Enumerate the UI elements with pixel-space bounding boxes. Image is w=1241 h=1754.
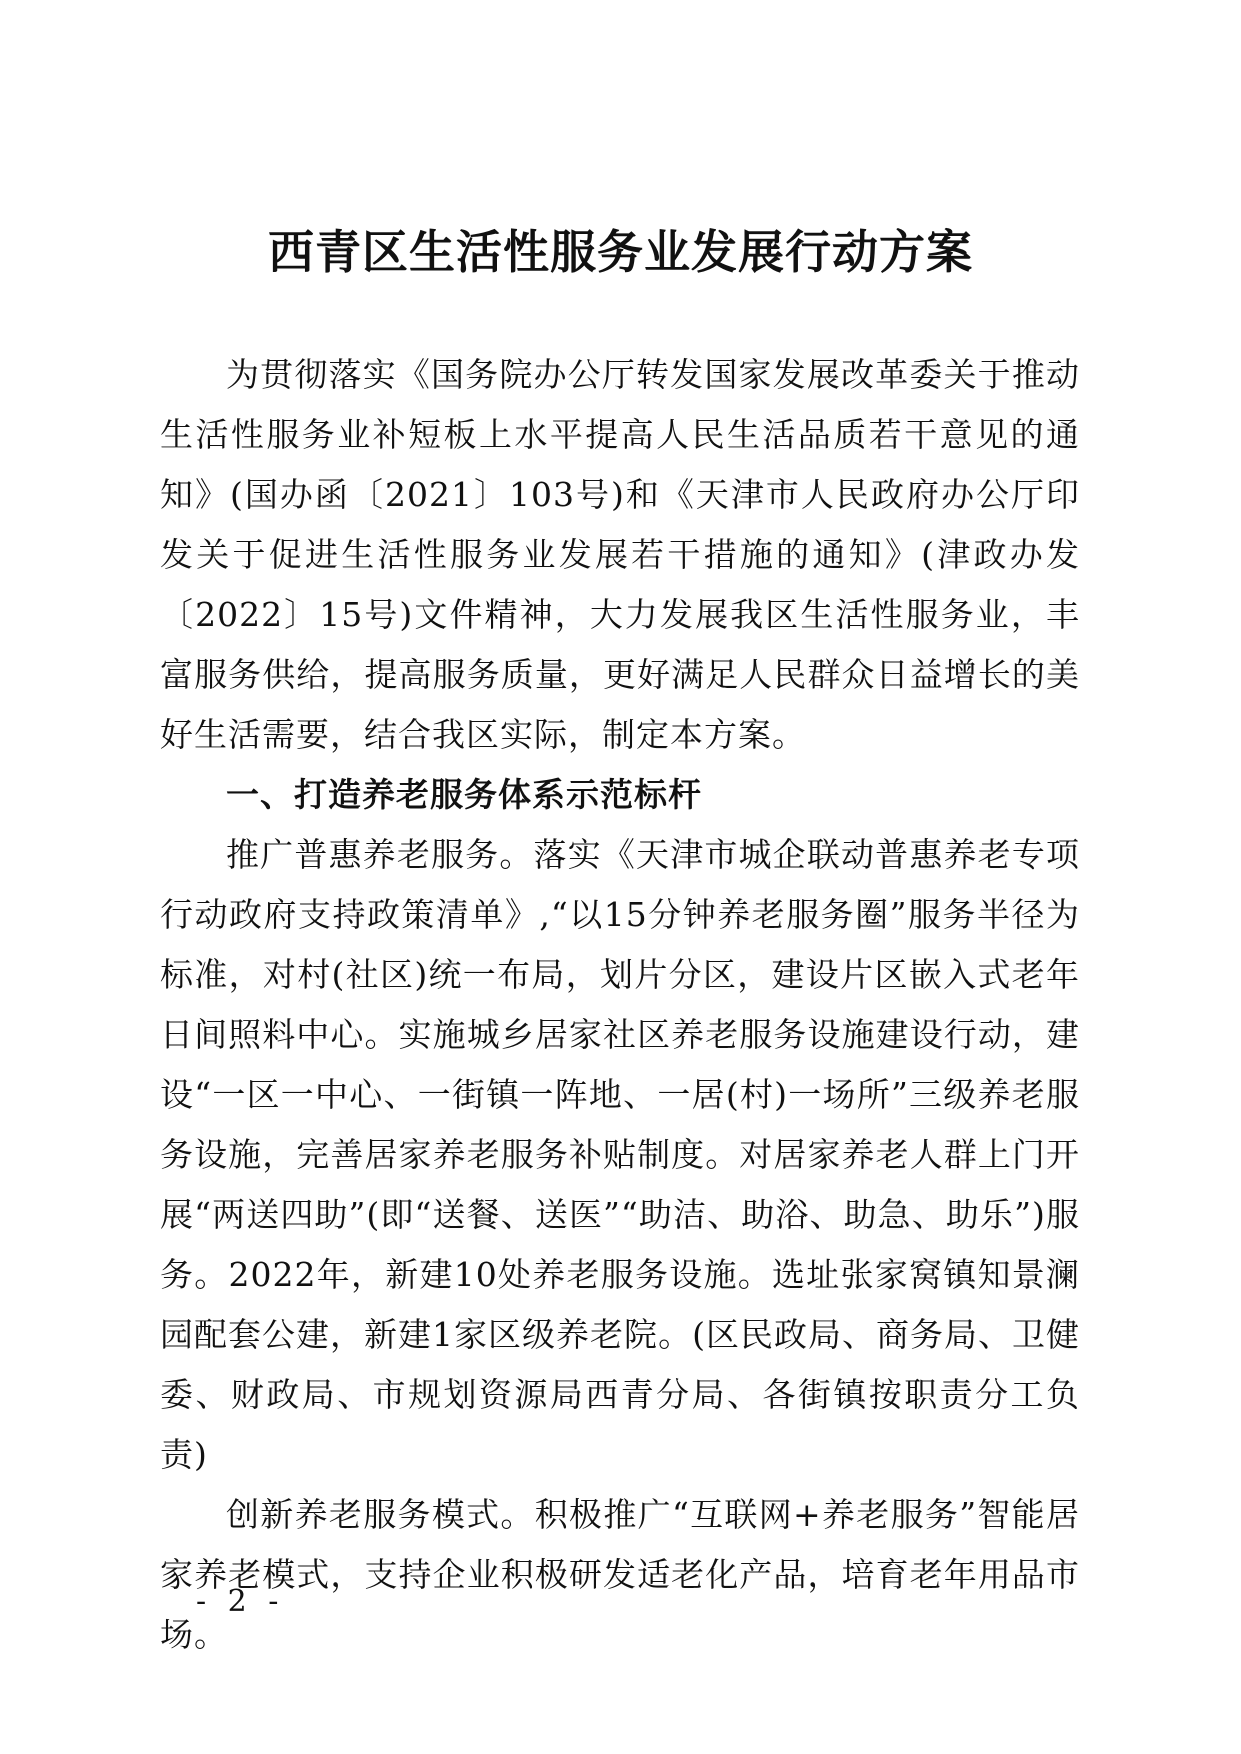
intro-paragraph: 为贯彻落实《国务院办公厅转发国家发展改革委关于推动生活性服务业补短板上水平提高人民生活品质若干意见的通知》(国办函〔2021〕103号)和《天津市人民政府办公厅印发关于促进生活性服务业发展若干措施的通知》(津政办发〔2022〕15号)文件精神，大力发展我区生活性服务业，丰富服务供给，提高服务质量，更好满足人民群众日益增长的美好生活需要，结合我区实际，制定本方案。 [160,355,1080,754]
section-1-paragraph-1: 推广普惠养老服务。落实《天津市城企联动普惠养老专项行动政府支持政策清单》,“以15分钟养老服务圈”服务半径为标准，对村(社区)统一布局，划片分区，建设片区嵌入式老年日间照料中心。实施城乡居家社区养老服务设施建设行动，建设“一区一中心、一街镇一阵地、一居(村)一场所”三级养老服务设施，完善居家养老服务补贴制度。对居家养老人群上门开展“两送四助”(即“送餐、送医”“助洁、助浴、助急、助乐”)服务。2022年，新建10处养老服务设施。选址张家窝镇知景澜园配套公建，新建1家区级养老院。(区民政局、商务局、卫健委、财政局、市规划资源局西青分局、各街镇按职责分工负责) [160,835,1080,1474]
document-body [160,345,1080,1665]
page-number: - 2 - [196,1584,285,1619]
section-heading-1: 一、打造养老服务体系示范标杆 [226,775,702,814]
document-title: 西青区生活性服务业发展行动方案 [268,225,973,279]
section-1-paragraph-2: 创新养老服务模式。积极推广“互联网+养老服务”智能居家养老模式，支持企业积极研发适老化产品，培育老年用品市场。 [160,1495,1080,1654]
